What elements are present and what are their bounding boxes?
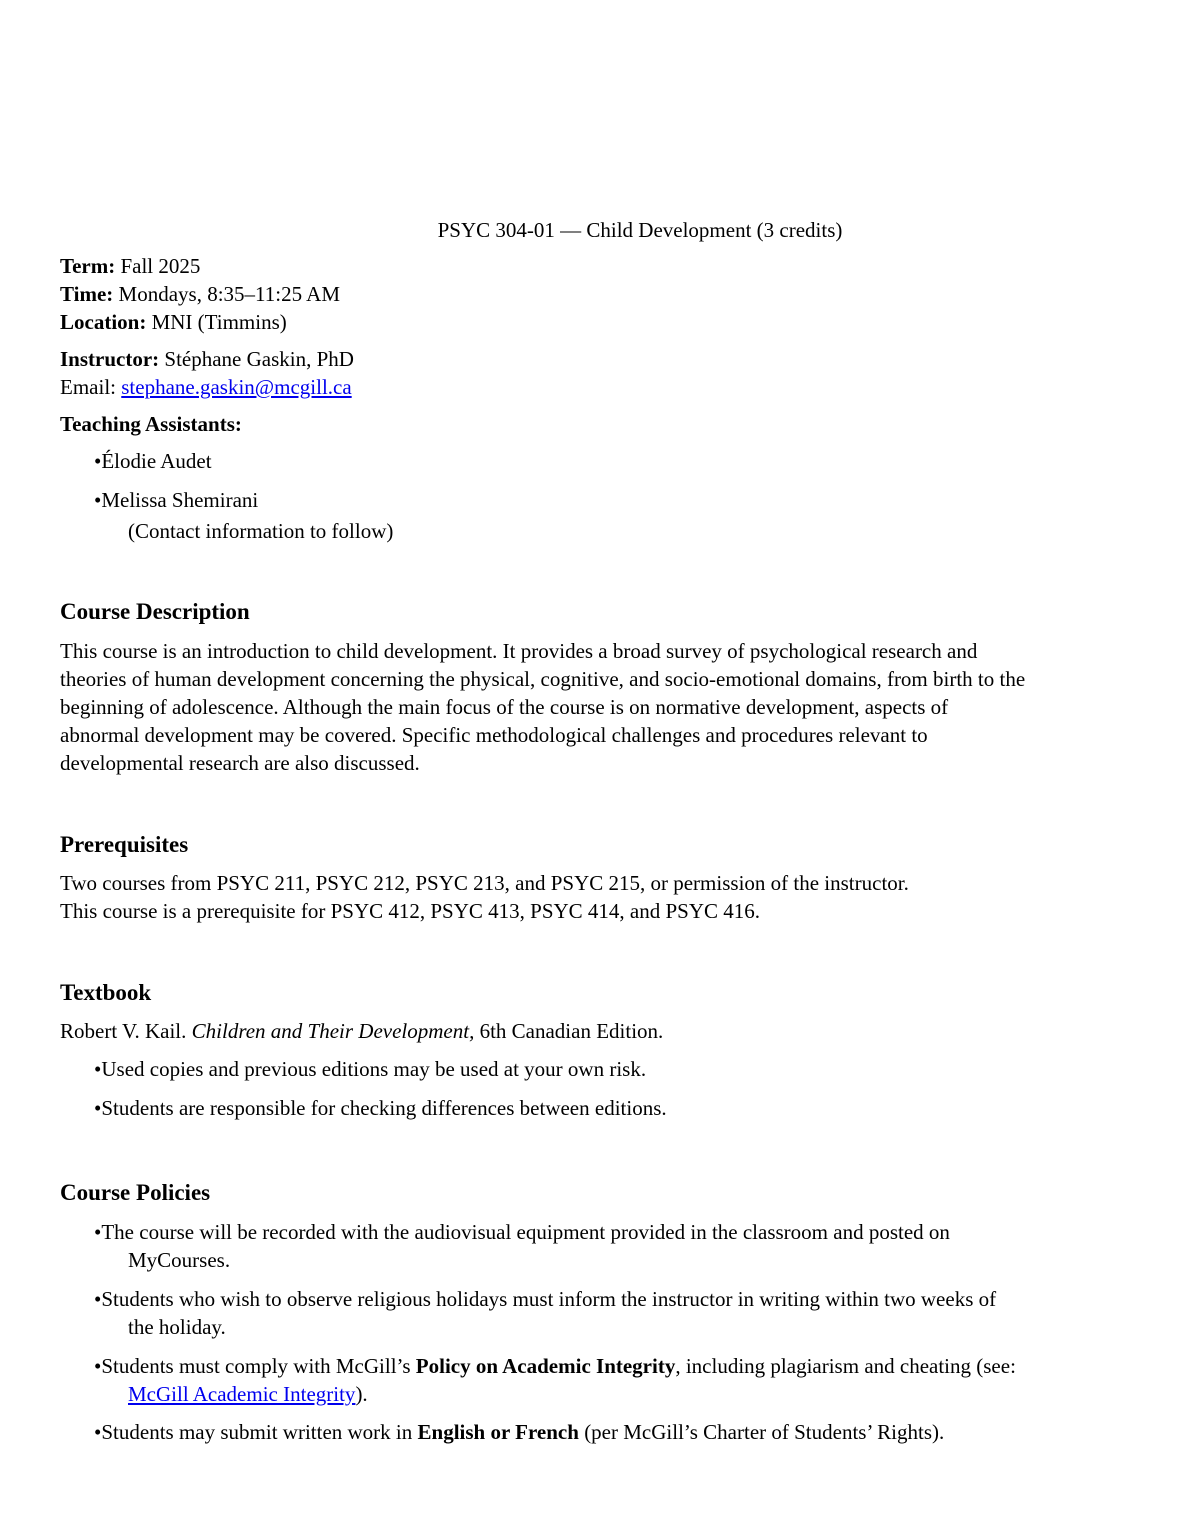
prereq-heading: Prerequisites [60,832,189,857]
textbook-bullet [94,1094,667,1122]
policy-text-continued: the holiday. [128,1315,226,1339]
time-label: Time: [60,282,114,306]
prereq-line: This course is a prerequisite for PSYC 412, PSYC 413, PSYC 414, and PSYC 416. [60,899,761,923]
ta-name: Élodie Audet [101,449,212,473]
description-line: beginning of adolescence. Although the main focus of the course is on normative development, aspects of [60,695,949,719]
ta-item [94,447,212,475]
textbook-author: Robert V. Kail. [60,1019,187,1043]
bullet-glyph: • [94,488,102,512]
policy-item-language [94,1418,944,1446]
policy-item-holidays [94,1285,996,1341]
policies-heading: Course Policies [60,1180,211,1205]
ta-label: Teaching Assistants: [60,412,242,436]
bullet-glyph: • [94,1354,102,1378]
location-value: MNI (Timmins) [151,310,287,334]
term-line [60,252,200,280]
policy-text: Students must comply with McGill’s [101,1354,416,1378]
ta-name: Melissa Shemirani [101,488,259,512]
location-label: Location: [60,310,147,334]
description-paragraph [60,637,1150,777]
description-line: This course is an introduction to child development. It provides a broad survey of psychological research and [60,639,978,663]
textbook-citation [60,1017,663,1045]
description-heading: Course Description [60,599,250,624]
page-title: PSYC 304-01 — Child Development (3 credits) [437,218,843,242]
textbook-heading: Textbook [60,980,152,1005]
policy-text: Students who wish to observe religious holidays must inform the instructor in writing within two weeks of [101,1287,997,1311]
policy-item-integrity [94,1352,1016,1408]
email-line [60,373,352,401]
bullet-glyph: • [94,1420,102,1444]
term-value: Fall 2025 [120,254,201,278]
ta-heading [60,410,242,438]
instructor-line [60,345,354,373]
textbook-title: Children and Their Development, [191,1019,475,1043]
bullet-glyph: • [94,1096,102,1120]
academic-integrity-link[interactable]: McGill Academic Integrity [128,1382,356,1406]
description-line: abnormal development may be covered. Specific methodological challenges and procedures relevant to [60,723,928,747]
bullet-glyph: • [94,1057,102,1081]
policy-emphasis: Policy on Academic Integrity [415,1354,676,1378]
bullet-glyph: • [94,1287,102,1311]
policy-item-recording [94,1218,950,1274]
bullet-glyph: • [94,1220,102,1244]
textbook-bullet-text: Used copies and previous editions may be used at your own risk. [101,1057,647,1081]
term-label: Term: [60,254,116,278]
policy-text: ). [355,1382,368,1406]
email-label: Email: [60,375,116,399]
time-line [60,280,340,308]
textbook-edition: 6th Canadian Edition. [479,1019,664,1043]
description-line: developmental research are also discussed. [60,751,420,775]
prereq-paragraph [60,869,1150,925]
description-line: theories of human development concerning the physical, cognitive, and socio-emotional domains, from birth to the [60,667,1026,691]
policy-text: , including plagiarism and cheating (see: [675,1354,1016,1378]
location-line [60,308,287,336]
policy-text: Students may submit written work in [101,1420,418,1444]
ta-note: (Contact information to follow) [128,519,394,543]
instructor-label: Instructor: [60,347,160,371]
ta-item [94,486,258,514]
bullet-glyph: • [94,449,102,473]
email-link[interactable]: stephane.gaskin@mcgill.ca [121,375,352,399]
policy-text: The course will be recorded with the audiovisual equipment provided in the classroom and posted on [101,1220,950,1244]
policy-emphasis: English or French [417,1420,579,1444]
time-value: Mondays, 8:35–11:25 AM [118,282,341,306]
textbook-bullet-text: Students are responsible for checking differences between editions. [101,1096,667,1120]
policy-text-continued: MyCourses. [128,1248,231,1272]
policy-text: (per McGill’s Charter of Students’ Rights). [578,1420,945,1444]
instructor-value: Stéphane Gaskin, PhD [164,347,354,371]
textbook-bullet [94,1055,646,1083]
prereq-line: Two courses from PSYC 211, PSYC 212, PSYC 213, and PSYC 215, or permission of the instructor. [60,871,909,895]
